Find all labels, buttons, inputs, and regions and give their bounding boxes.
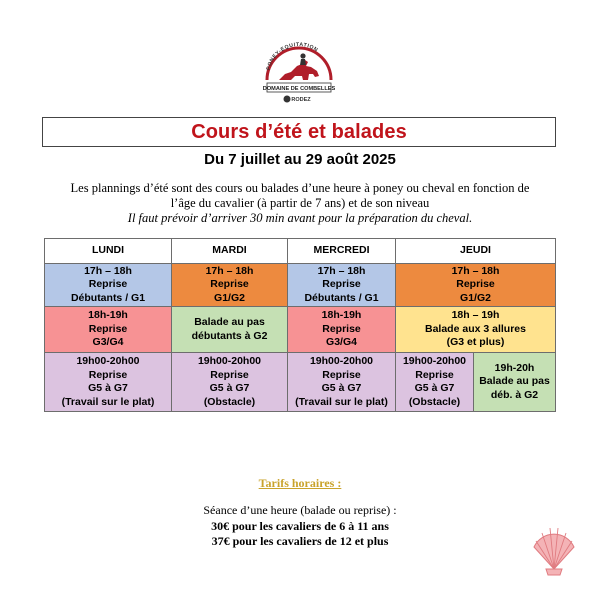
page-title: Cours d’été et balades: [191, 120, 407, 143]
price-young: 30€ pour les cavaliers de 6 à 11 ans: [211, 519, 389, 533]
intro-text: [40, 181, 560, 226]
header-jeudi: JEUDI: [396, 239, 556, 264]
header-lundi: LUNDI: [45, 239, 172, 264]
cell-mercredi-18h: 18h-19h Reprise G3/G4: [288, 307, 396, 353]
tarifs-heading: Tarifs horaires :: [258, 476, 342, 490]
cell-mardi-19h: 19h00-20h00 Reprise G5 à G7 (Obstacle): [172, 353, 288, 412]
domaine-logo: [253, 36, 345, 108]
date-range: Du 7 juillet au 29 août 2025: [204, 151, 396, 168]
title-box: [42, 117, 556, 147]
scallop-shell-icon: [530, 525, 578, 577]
cell-mardi-17h: 17h – 18h Reprise G1/G2: [172, 264, 288, 307]
intro-line-2: l’âge du cavalier (à partir de 7 ans) et de son niveau: [170, 196, 430, 210]
intro-line-1: Les plannings d’été sont des cours ou balades d’une heure à poney ou cheval en fonction de: [70, 181, 530, 195]
header-mercredi: MERCREDI: [288, 239, 396, 264]
table-row: [45, 264, 556, 307]
cell-jeudi-18h: 18h – 19h Balade aux 3 allures (G3 et plus): [396, 307, 556, 353]
cell-jeudi-19h-obstacle: 19h00-20h00 Reprise G5 à G7 (Obstacle): [396, 353, 474, 412]
cell-mercredi-19h: 19h00-20h00 Reprise G5 à G7 (Travail sur le plat): [288, 353, 396, 412]
cell-jeudi-17h: 17h – 18h Reprise G1/G2: [396, 264, 556, 307]
cell-mercredi-17h: 17h – 18h Reprise Débutants / G1: [288, 264, 396, 307]
table-row: [45, 353, 556, 412]
header-mardi: MARDI: [172, 239, 288, 264]
cell-lundi-18h: 18h-19h Reprise G3/G4: [45, 307, 172, 353]
intro-line-3: Il faut prévoir d’arriver 30 min avant pour la préparation du cheval.: [127, 211, 473, 225]
schedule-table: [44, 238, 556, 412]
cell-lundi-17h: 17h – 18h Reprise Débutants / G1: [45, 264, 172, 307]
svg-text:PONEY-EQUITATION: [266, 42, 319, 71]
cell-jeudi-19h-balade: 19h-20h Balade au pas déb. à G2: [474, 353, 556, 412]
table-row: [45, 307, 556, 353]
price-adult: 37€ pour les cavaliers de 12 et plus: [211, 534, 389, 548]
logo-name: DOMAINE DE COMBELLES: [262, 86, 336, 92]
logo-ring-text: PONEY-EQUITATION: [265, 41, 320, 71]
cell-lundi-19h: 19h00-20h00 Reprise G5 à G7 (Travail sur le plat): [45, 353, 172, 412]
seance-text: Séance d’une heure (balade ou reprise) :: [203, 503, 397, 517]
header-row: [45, 239, 556, 264]
logo-sub: RODEZ: [291, 97, 311, 103]
cell-mardi-18h: Balade au pas débutants à G2: [172, 307, 288, 353]
